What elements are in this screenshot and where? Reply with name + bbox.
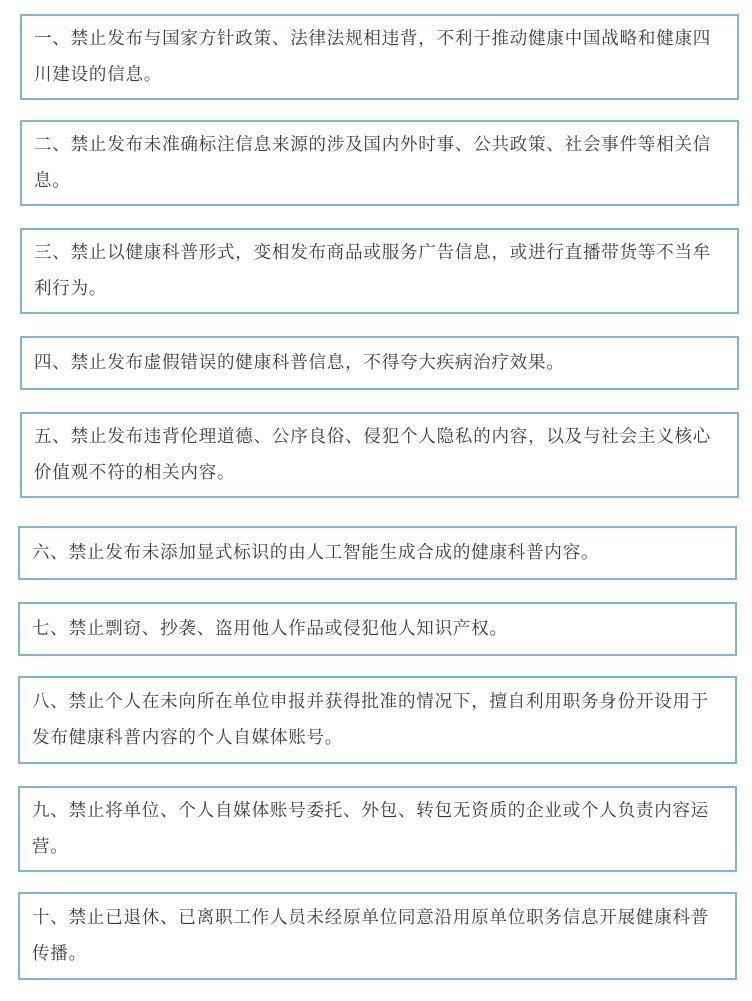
rule-text-8: 八、禁止个人在未向所在单位申报并获得批准的情况下，擅自利用职务身份开设用于发布健康科普内容的个人自媒体账号。 (32, 692, 710, 748)
rule-box-4 (20, 336, 739, 390)
rule-text-10: 十、禁止已退休、已离职工作人员未经原单位同意沿用原单位职务信息开展健康科普传播。 (32, 908, 710, 964)
rule-box-2 (20, 120, 739, 206)
rule-box-6 (18, 526, 737, 580)
rule-text-9: 九、禁止将单位、个人自媒体账号委托、外包、转包无资质的企业或个人负责内容运营。 (32, 801, 710, 857)
rule-text-2: 二、禁止发布未准确标注信息来源的涉及国内外时事、公共政策、社会事件等相关信息。 (34, 135, 712, 191)
rule-box-7 (18, 602, 737, 656)
rule-text-4: 四、禁止发布虚假错误的健康科普信息，不得夸大疾病治疗效果。 (34, 353, 565, 373)
rule-box-5 (20, 412, 739, 498)
rule-text-3: 三、禁止以健康科普形式，变相发布商品或服务广告信息，或进行直播带货等不当牟利行为。 (34, 243, 712, 299)
rule-box-8 (18, 676, 737, 764)
rule-box-10 (18, 892, 737, 980)
rule-box-3 (20, 228, 739, 314)
rule-text-6: 六、禁止发布未添加显式标识的由人工智能生成合成的健康科普内容。 (32, 543, 600, 563)
rule-text-1: 一、禁止发布与国家方针政策、法律法规相违背，不利于推动健康中国战略和健康四川建设的信息。 (34, 29, 712, 85)
rule-box-9 (18, 786, 737, 872)
rule-box-1 (20, 14, 739, 100)
rule-text-7: 七、禁止剽窃、抄袭、盗用他人作品或侵犯他人知识产权。 (32, 619, 508, 639)
rule-text-5: 五、禁止发布违背伦理道德、公序良俗、侵犯个人隐私的内容，以及与社会主义核心价值观不符的相关内容。 (34, 427, 712, 483)
